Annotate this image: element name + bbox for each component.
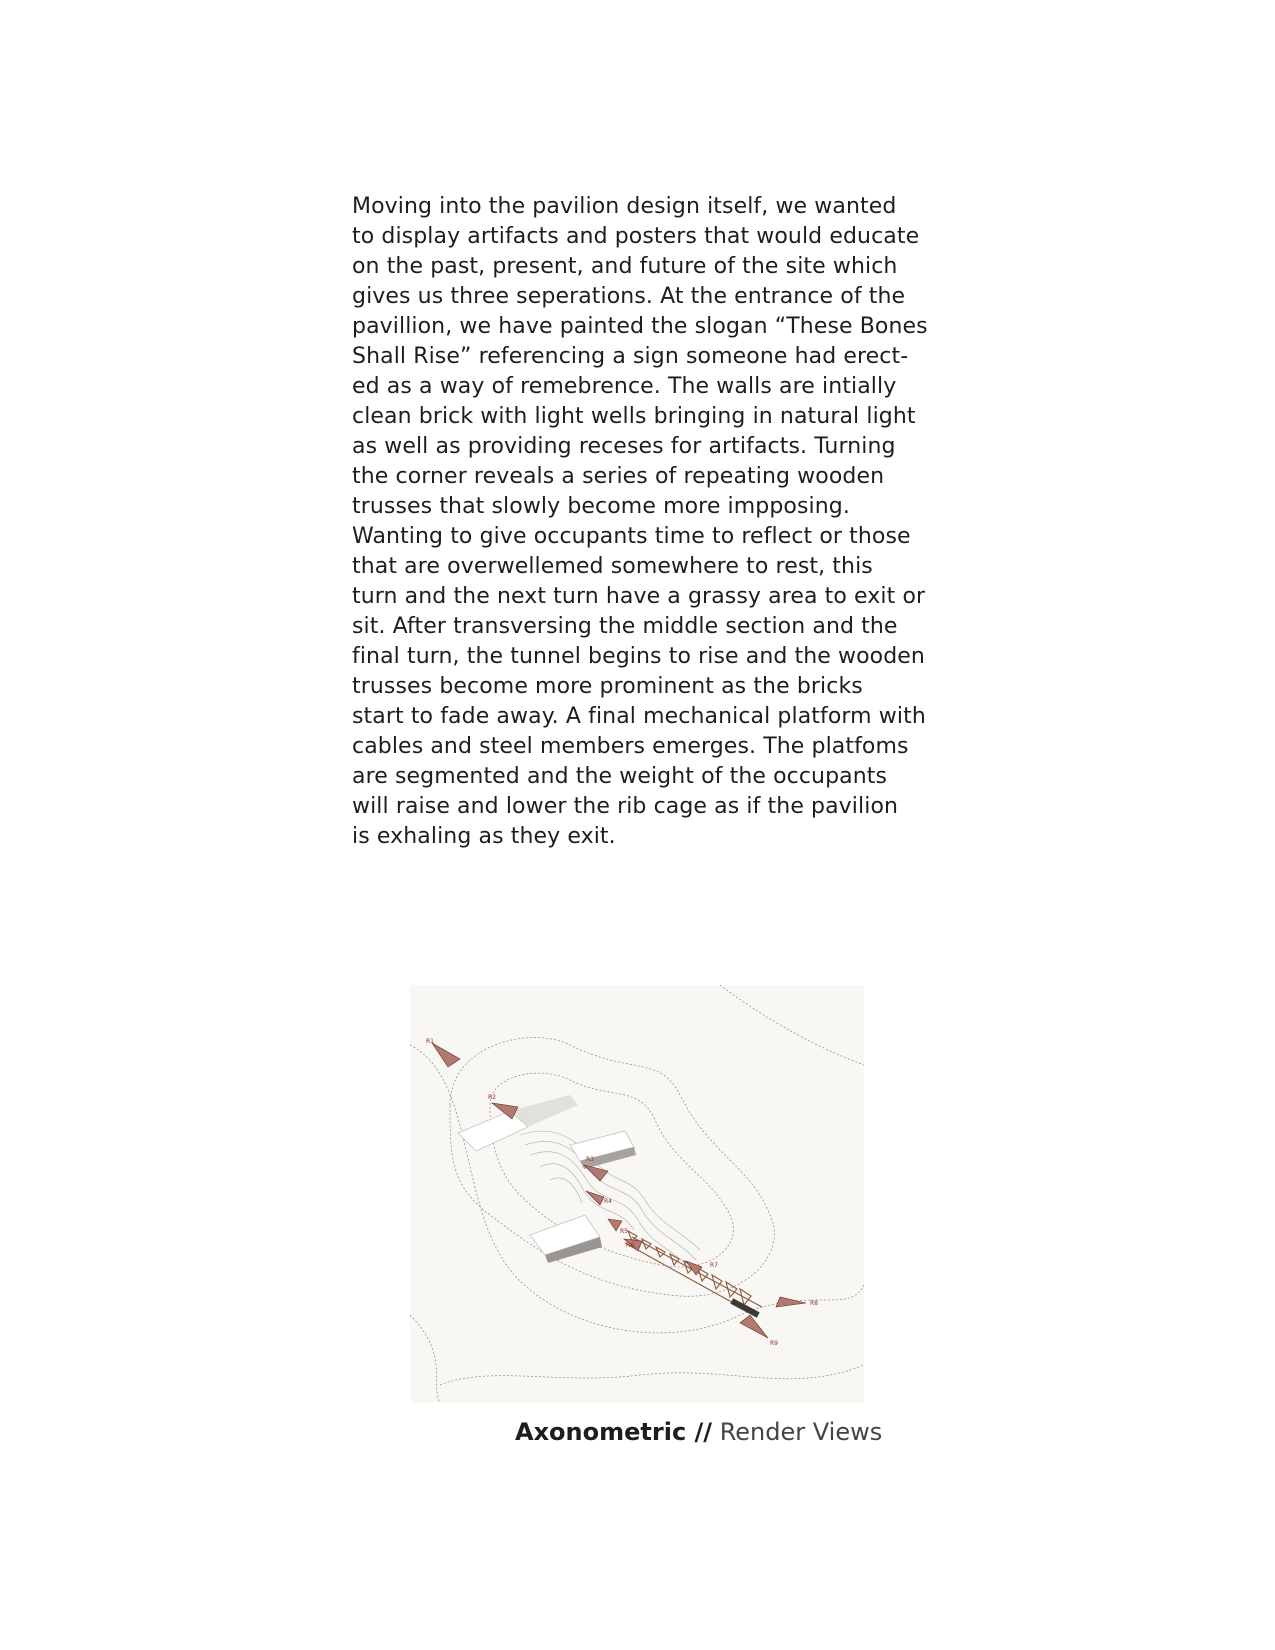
contour-line [720,985,864,1065]
body-line: gives us three seperations. At the entrance of the [352,284,906,309]
view-label: R8 [810,1300,818,1307]
body-line: as well as providing receses for artifacts. Turning [352,434,896,459]
body-line: is exhaling as they exit. [352,824,616,849]
truss-rib [642,1239,651,1249]
figure-caption [515,1415,882,1449]
axonometric-figure [410,985,864,1403]
body-line: that are overwellemed somewhere to rest, this [352,554,873,579]
caption-light: Render Views [712,1418,883,1446]
view-label: R6 [626,1242,634,1249]
contour-lines [410,985,864,1403]
truss-rib [712,1275,722,1289]
body-line: Moving into the pavilion design itself, we wanted [352,194,897,219]
view-cone [432,1043,460,1067]
body-line: are segmented and the weight of the occupants [352,764,888,789]
body-line: sit. After transversing the middle section and the [352,614,898,639]
view-labels [426,1038,818,1347]
body-line: will raise and lower the rib cage as if the pavilion [352,794,899,819]
view-cone [776,1297,806,1307]
body-line: start to fade away. A final mechanical platform with [352,704,926,729]
contour-line [490,1073,734,1267]
body-line: cables and steel members emerges. The platfoms [352,734,909,759]
axonometric-drawing [410,985,864,1403]
body-line: final turn, the tunnel begins to rise and the wooden [352,644,925,669]
truss-tunnel [625,1231,762,1315]
view-label: R9 [770,1340,778,1347]
body-line: pavillion, we have painted the slogan “These Bones [352,314,928,339]
body-line: clean brick with light wells bringing in natural light [352,404,916,429]
truss-rib [726,1282,737,1297]
view-label: R7 [710,1262,718,1269]
truss-rib [740,1289,751,1305]
body-line: to display artifacts and posters that would educate [352,224,920,249]
body-line: ed as a way of remebrence. The walls are intially [352,374,897,399]
platform [730,1298,759,1317]
contour-line [550,1178,582,1203]
view-label: R1 [426,1038,434,1045]
body-line: on the past, present, and future of the site which [352,254,898,279]
body-line: Shall Rise” referencing a sign someone had erect- [352,344,909,369]
view-label: R4 [604,1198,612,1205]
body-line: trusses that slowly become more impposing. [352,494,850,519]
contour-line [450,1038,774,1297]
body-line: Wanting to give occupants time to reflect or those [352,524,911,549]
caption-bold: Axonometric // [515,1418,713,1446]
contour-line [410,1315,440,1403]
body-line: the corner reveals a series of repeating wooden [352,464,885,489]
view-cone [584,1165,608,1181]
view-label: R2 [488,1094,496,1101]
view-cone [740,1315,768,1338]
body-line: turn and the next turn have a grassy area to exit or [352,584,926,609]
view-label: R5 [620,1228,628,1235]
body-line: trusses become more prominent as the bricks [352,674,863,699]
view-label: R3 [586,1156,594,1163]
body-paragraph [352,192,942,852]
wall-volumes [458,1095,636,1263]
contour-line [440,1365,864,1385]
